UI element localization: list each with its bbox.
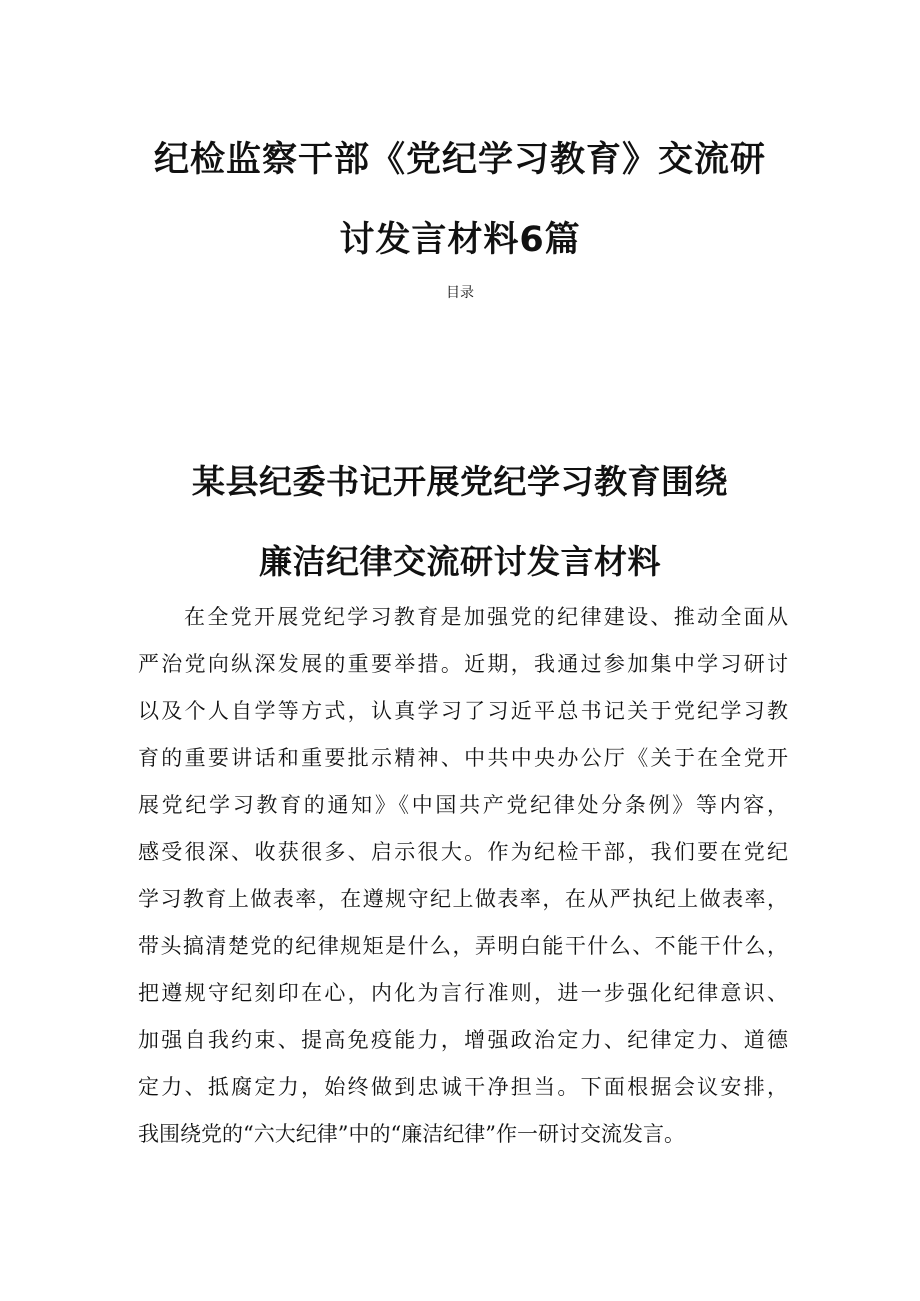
toc-label: 目录: [446, 285, 474, 301]
paragraph-line: 把遵规守纪刻印在心，内化为言行准则，进一步强化纪律意识、: [138, 981, 788, 1005]
paragraph-line: 感受很深、收获很多、启示很大。作为纪检干部，我们要在党纪: [138, 840, 788, 864]
document-title-line-1: 纪检监察干部《党纪学习教育》交流研: [153, 140, 766, 180]
paragraph-line: 学习教育上做表率，在遵规守纪上做表率，在从严执纪上做表率，: [138, 887, 788, 911]
paragraph-line: 在全党开展党纪学习教育是加强党的纪律建设、推动全面从: [184, 605, 788, 629]
section-title-line-1: 某县纪委书记开展党纪学习教育围绕: [192, 462, 728, 501]
paragraph-line: 展党纪学习教育的通知》《中国共产党纪律处分条例》等内容，: [138, 793, 788, 817]
section-title-line-2: 廉洁纪律交流研讨发言材料: [259, 542, 661, 581]
document-title-line-2: 讨发言材料6篇: [339, 220, 581, 260]
paragraph-line: 我围绕党的“六大纪律”中的“廉洁纪律”作一研讨交流发言。: [138, 1122, 685, 1146]
paragraph-line: 带头搞清楚党的纪律规矩是什么，弄明白能干什么、不能干什么，: [138, 934, 788, 958]
paragraph-line: 严治党向纵深发展的重要举措。近期，我通过参加集中学习研讨: [138, 652, 788, 676]
paragraph-line: 加强自我约束、提高免疫能力，增强政治定力、纪律定力、道德: [138, 1028, 788, 1052]
paragraph-line: 定力、抵腐定力，始终做到忠诚干净担当。下面根据会议安排，: [138, 1075, 788, 1099]
paragraph-line: 育的重要讲话和重要批示精神、中共中央办公厅《关于在全党开: [138, 746, 788, 770]
paragraph-line: 以及个人自学等方式，认真学习了习近平总书记关于党纪学习教: [138, 699, 788, 723]
